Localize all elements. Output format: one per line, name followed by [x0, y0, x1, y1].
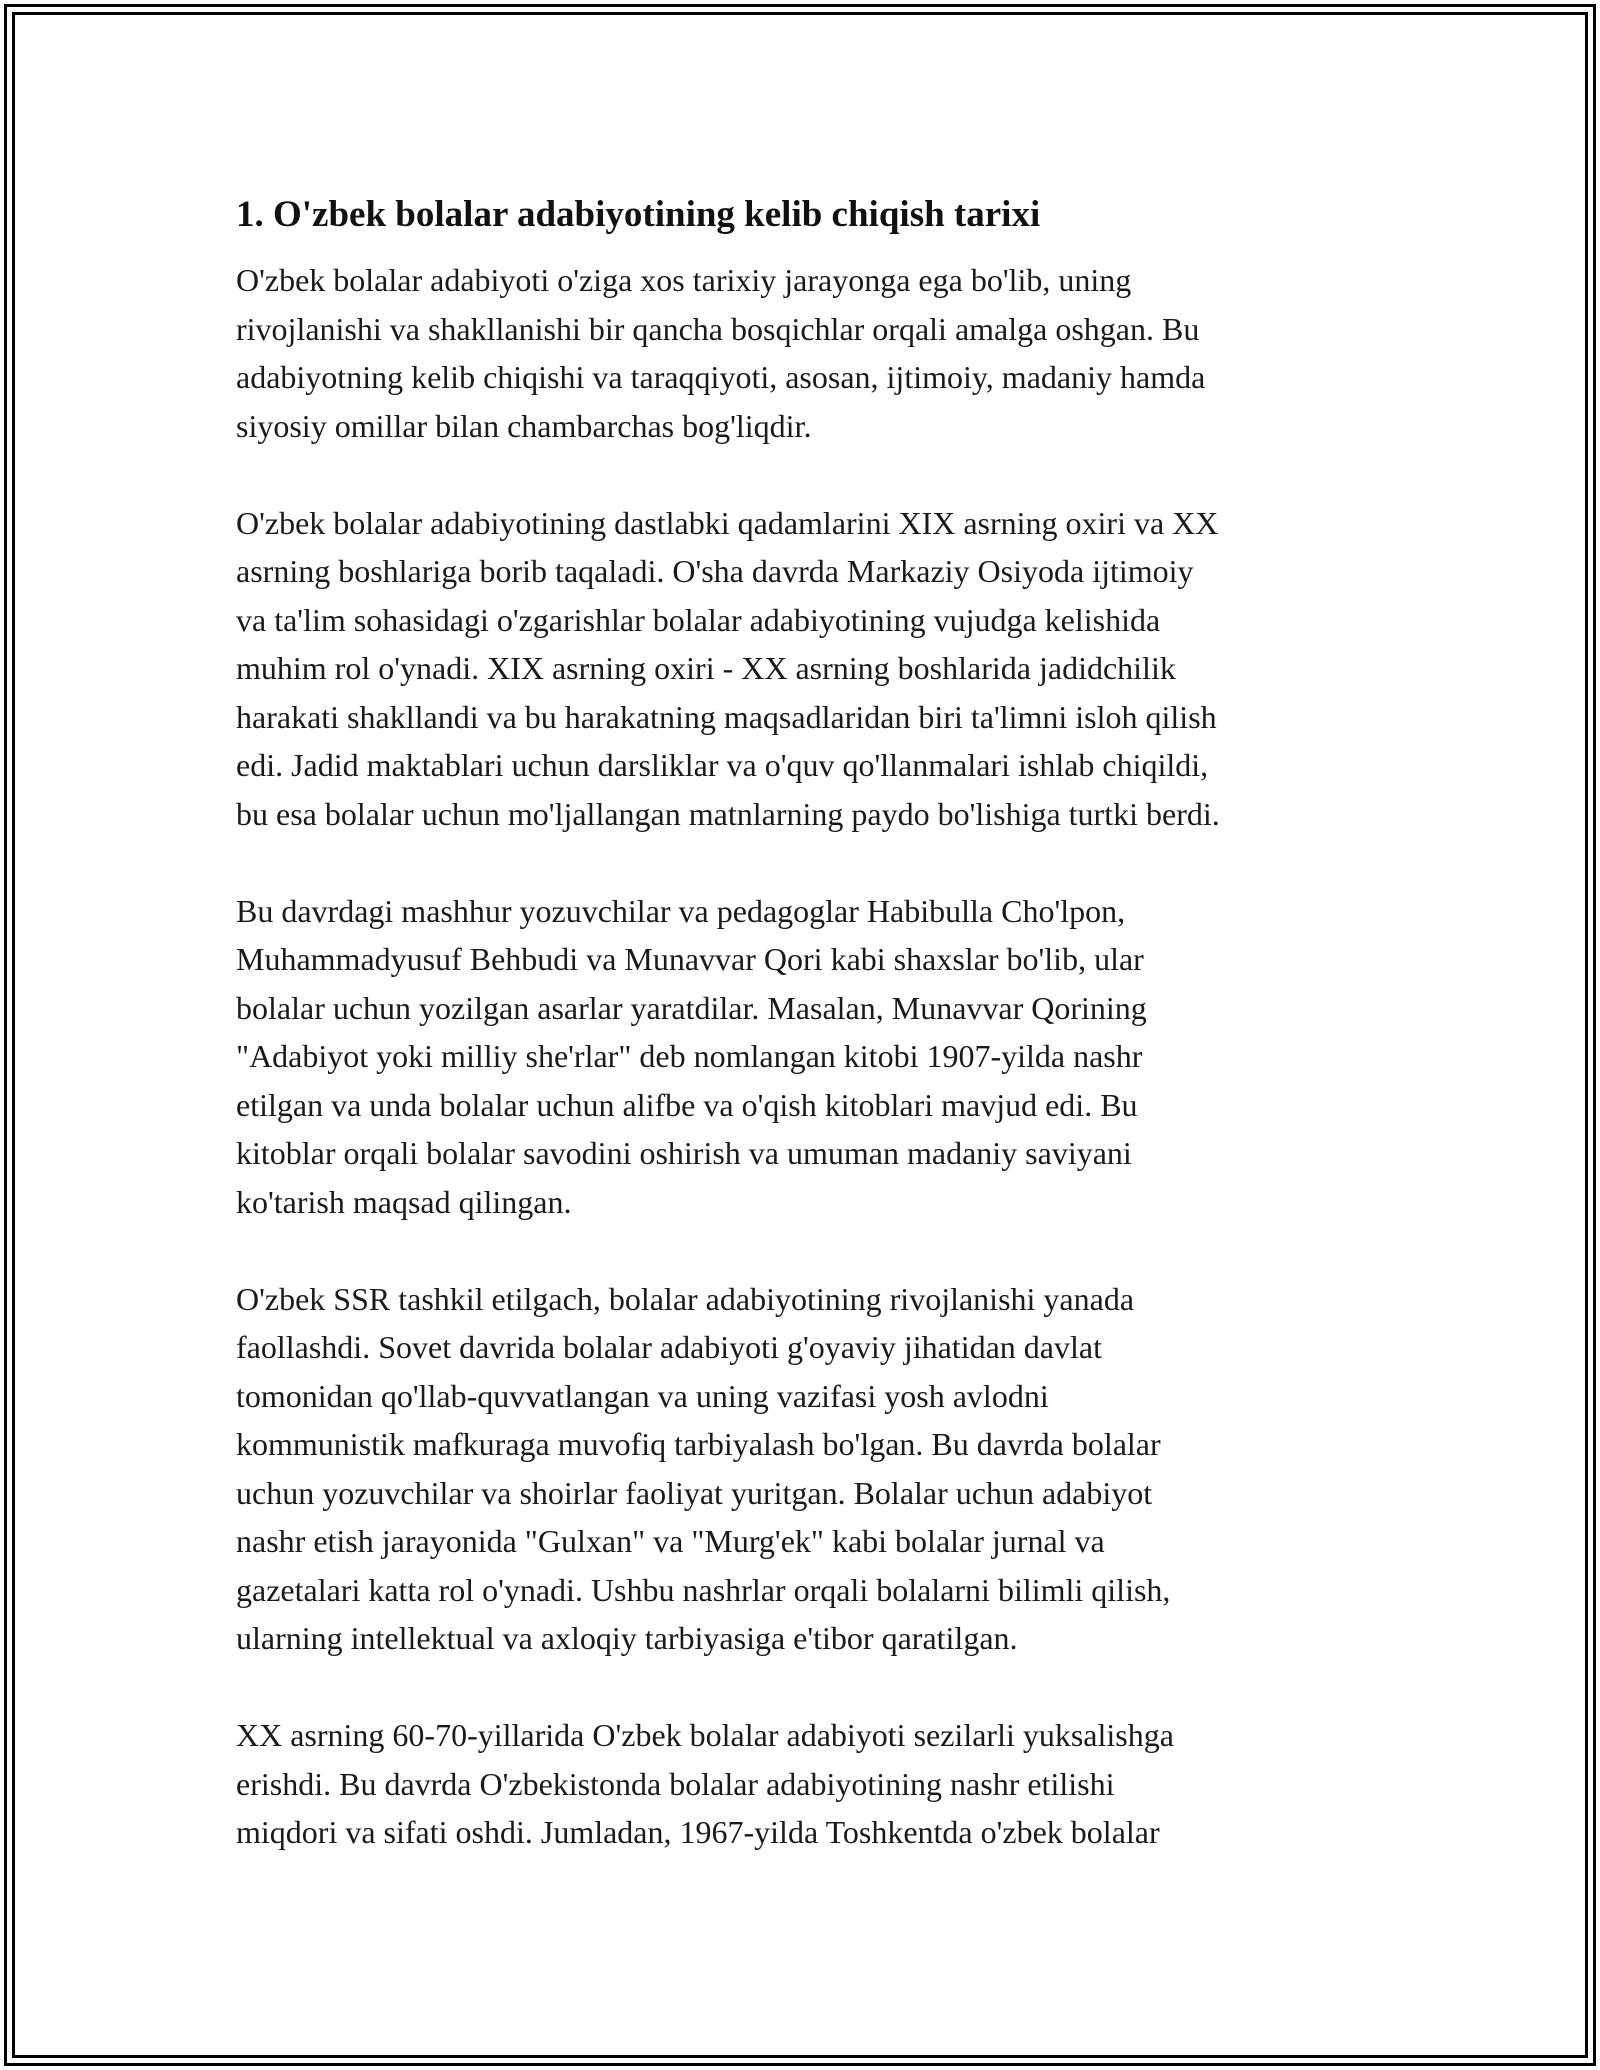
- document-body: [236, 186, 1376, 1905]
- paragraph-2: O'zbek bolalar adabiyotining dastlabki qadamlarini XIX asrning oxiri va XX asrning boshlariga borib taqaladi. O'sha davrda Markaziy Osiyoda ijtimoiy va ta'lim sohasidagi o'zgarishlar bolalar adabiyotining vujudga kelishida muhim rol o'ynadi. XIX asrning oxiri - XX asrning boshlarida jadidchilik harakati shakllandi va bu harakatning maqsadlaridan biri ta'limni isloh qilish edi. Jadid maktablari uchun darsliklar va o'quv qo'llanmalari ishlab chiqildi, bu esa bolalar uchun mo'ljallangan matnlarning paydo bo'lishiga turtki berdi.: [236, 504, 1220, 832]
- paragraph-3: Bu davrdagi mashhur yozuvchilar va pedagoglar Habibulla Cho'lpon, Muhammadyusuf Behbudi va Munavvar Qori kabi shaxslar bo'lib, ular bolalar uchun yozilgan asarlar yaratdilar. Masalan, Munavvar Qorining "Adabiyot yoki milliy she'rlar" deb nomlangan kitobi 1907-yilda nashr etilgan va unda bolalar uchun alifbe va o'qish kitoblari mavjud edi. Bu kitoblar orqali bolalar savodini oshirish va umuman madaniy saviyani ko'tarish maqsad qilingan.: [236, 892, 1147, 1220]
- paragraph-5: XX asrning 60-70-yillarida O'zbek bolalar adabiyoti sezilarli yuksalishga erishdi. Bu davrda O'zbekistonda bolalar adabiyotining nashr etilishi miqdori va sifati oshdi. Jumladan, 1967-yilda Toshkentda o'zbek bolalar: [236, 1717, 1174, 1850]
- paragraph-1: O'zbek bolalar adabiyoti o'ziga xos tarixiy jarayonga ega bo'lib, uning rivojlanishi va shakllanishi bir qancha bosqichlar orqali amalga oshgan. Bu adabiyotning kelib chiqishi va taraqqiyoti, asosan, ijtimoiy, madaniy hamda siyosiy omillar bilan chambarchas bog'liqdir.: [236, 262, 1206, 444]
- paragraph-4: O'zbek SSR tashkil etilgach, bolalar adabiyotining rivojlanishi yanada faollashdi. Sovet davrida bolalar adabiyoti g'oyaviy jihatidan davlat tomonidan qo'llab-quvvatlangan va uning vazifasi yosh avlodni kommunistik mafkuraga muvofiq tarbiyalash bo'lgan. Bu davrda bolalar uchun yozuvchilar va shoirlar faoliyat yuritgan. Bolalar uchun adabiyot nashr etish jarayonida "Gulxan" va "Murg'ek" kabi bolalar jurnal va gazetalari katta rol o'ynadi. Ushbu nashrlar orqali bolalarni bilimli qilish, ularning intellektual va axloqiy tarbiyasiga e'tibor qaratilgan.: [236, 1280, 1171, 1656]
- section-heading: 1. O'zbek bolalar adabiyotining kelib chiqish tarixi: [236, 194, 1041, 235]
